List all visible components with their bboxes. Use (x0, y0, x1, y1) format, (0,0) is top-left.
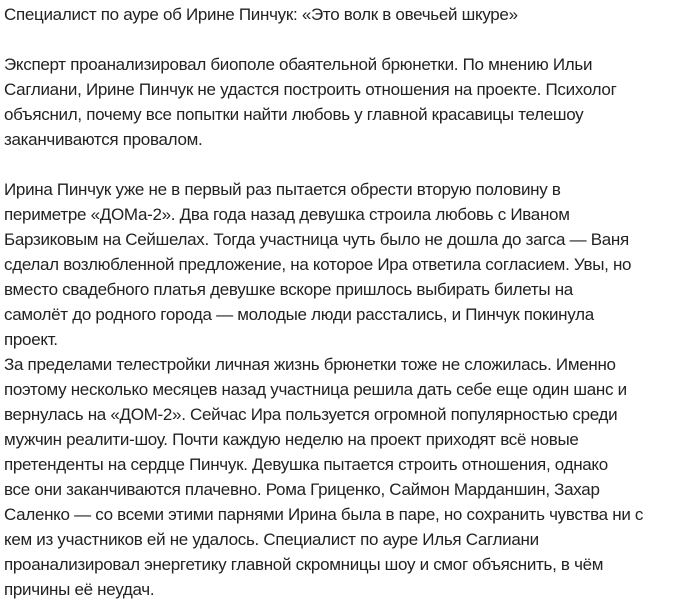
spacer (4, 152, 699, 177)
text-line: мужчин реалити-шоу. Почти каждую неделю на проект приходят всё новые (4, 430, 579, 449)
text-line: сделал возлюбленной предложение, на которое Ира ответила согласием. Увы, но (4, 255, 632, 274)
text-line: вместо свадебного платья девушке вскоре пришлось выбирать билеты на (4, 280, 573, 299)
text-line: самолёт до родного города — молодые люди расстались, и Пинчук покинула (4, 305, 594, 324)
text-line: претенденты на сердце Пинчук. Девушка пытается строить отношения, однако (4, 455, 608, 474)
text-line: Саглиани, Ирине Пинчук не удастся построить отношения на проекте. Психолог (4, 80, 617, 99)
paragraph-history (4, 177, 699, 352)
text-line: объяснил, почему все попытки найти любовь у главной красавицы телешоу (4, 105, 584, 124)
text-line: вернулась на «ДОМ-2». Сейчас Ира пользуется огромной популярностью среди (4, 405, 618, 424)
text-line: Барзиковым на Сейшелах. Тогда участница чуть было не дошла до загса — Ваня (4, 230, 629, 249)
text-line: все они заканчиваются плачевно. Рома Гриценко, Саймон Марданшин, Захар (4, 480, 600, 499)
text-line: причины её неудач. (4, 580, 155, 599)
text-line: кем из участников ей не удалось. Специалист по ауре Илья Саглиани (4, 530, 539, 549)
paragraph-current (4, 352, 699, 602)
text-line: Ирина Пинчук уже не в первый раз пытается обрести вторую половину в (4, 180, 561, 199)
text-line: Саленко — со всеми этими парнями Ирина была в паре, но сохранить чувства ни с (4, 505, 644, 524)
text-line: периметре «ДОМа-2». Два года назад девушка строила любовь с Иваном (4, 205, 570, 224)
text-line: проанализировал энергетику главной скромницы шоу и смог объяснить, в чём (4, 555, 604, 574)
text-line: За пределами телестройки личная жизнь брюнетки тоже не сложилась. Именно (4, 355, 616, 374)
text-line: проект. (4, 330, 58, 349)
text-line: заканчиваются провалом. (4, 130, 203, 149)
paragraph-intro (4, 52, 699, 152)
article-title: Специалист по ауре об Ирине Пинчук: «Это волк в овечьей шкуре» (4, 5, 518, 24)
spacer (4, 27, 699, 52)
text-line: поэтому несколько месяцев назад участница решила дать себе еще один шанс и (4, 380, 627, 399)
text-line: Эксперт проанализировал биополе обаятельной брюнетки. По мнению Ильи (4, 55, 593, 74)
